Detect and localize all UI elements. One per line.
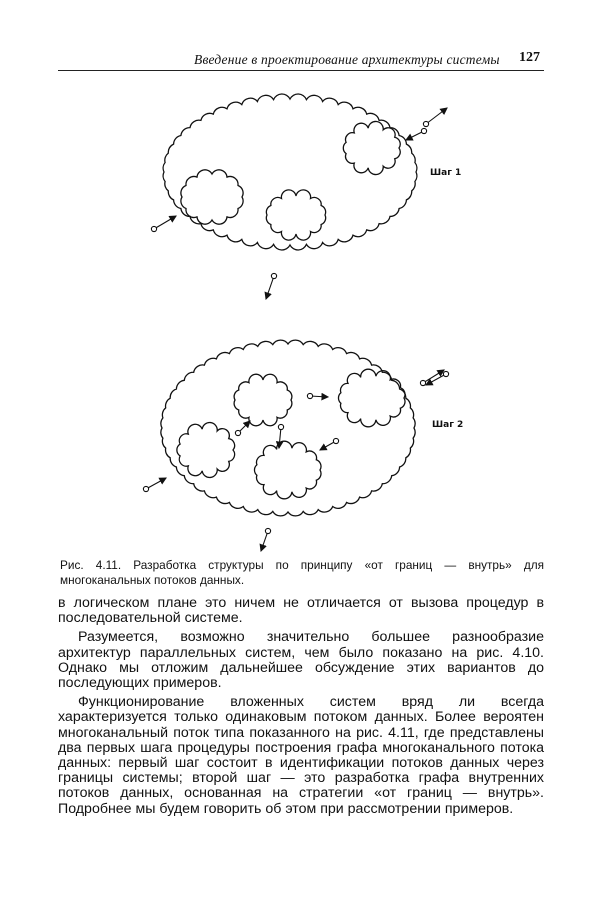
data-flow-arrow <box>266 276 274 299</box>
subsystem-cloud <box>266 190 325 240</box>
data-flow-arrow <box>154 216 176 229</box>
paragraph-1: в логическом плане это ничем не отличается от вызова процедур в последовательной системе. <box>58 595 544 627</box>
figure-caption: Рис. 4.11. Разработка структуры по принципу «от границ — внутрь» для многоканальных потоков данных. <box>60 558 544 587</box>
flow-endpoint <box>151 226 156 231</box>
step-2-label: Шаг 2 <box>432 420 464 430</box>
subsystem-cloud <box>254 441 321 499</box>
flow-endpoint <box>278 424 283 429</box>
system-boundary-cloud-step2 <box>161 340 415 516</box>
flow-endpoint <box>235 430 240 435</box>
paragraph-3: Функционирование вложенных систем вряд ли всегда характеризуется только одинаковым потоком данных. Более вероятен многоканальный поток типа показанного на рис. 4.11, где представлены два первых шага процедуры построения графа многоканального потока данных: первый шаг состоит в идентификации потоков данных через границы системы; второй шаг — это разработка графа внутренних потоков данных, основанная на стратегии «от границ — внутрь». Подробнее мы будем говорить об этом при рассмотрении примеров. <box>58 694 544 817</box>
paragraph-2: Разумеется, возможно значительно большее разнообразие архитектур параллельных систем, чем было показано на рис. 4.10. Однако мы отложим дальнейшее обсуждение этих вариантов до последующих примеров. <box>58 629 544 692</box>
data-flow-arrow <box>426 108 447 124</box>
running-title: Введение в проектирование архитектуры системы <box>194 52 500 67</box>
flow-endpoint <box>143 486 148 491</box>
step-1-label: Шаг 1 <box>430 168 462 178</box>
flow-endpoint <box>265 528 270 533</box>
subsystem-cloud <box>234 374 292 426</box>
subsystem-cloud <box>338 369 405 427</box>
flow-endpoint <box>443 371 448 376</box>
flow-endpoint <box>333 438 338 443</box>
flow-endpoint <box>423 121 428 126</box>
page-number: 127 <box>519 50 540 65</box>
flow-endpoint <box>421 128 426 133</box>
flow-endpoint <box>307 393 312 398</box>
subsystem-cloud <box>343 121 400 174</box>
data-flow-arrow <box>279 427 281 448</box>
flow-endpoint <box>271 273 276 278</box>
system-boundary-cloud-step1 <box>163 94 417 250</box>
subsystem-cloud <box>181 170 243 224</box>
data-flow-arrow <box>261 531 268 551</box>
body-text <box>58 596 544 817</box>
data-flow-arrow <box>146 478 166 489</box>
subsystem-cloud <box>177 423 235 478</box>
flow-endpoint <box>420 380 425 385</box>
